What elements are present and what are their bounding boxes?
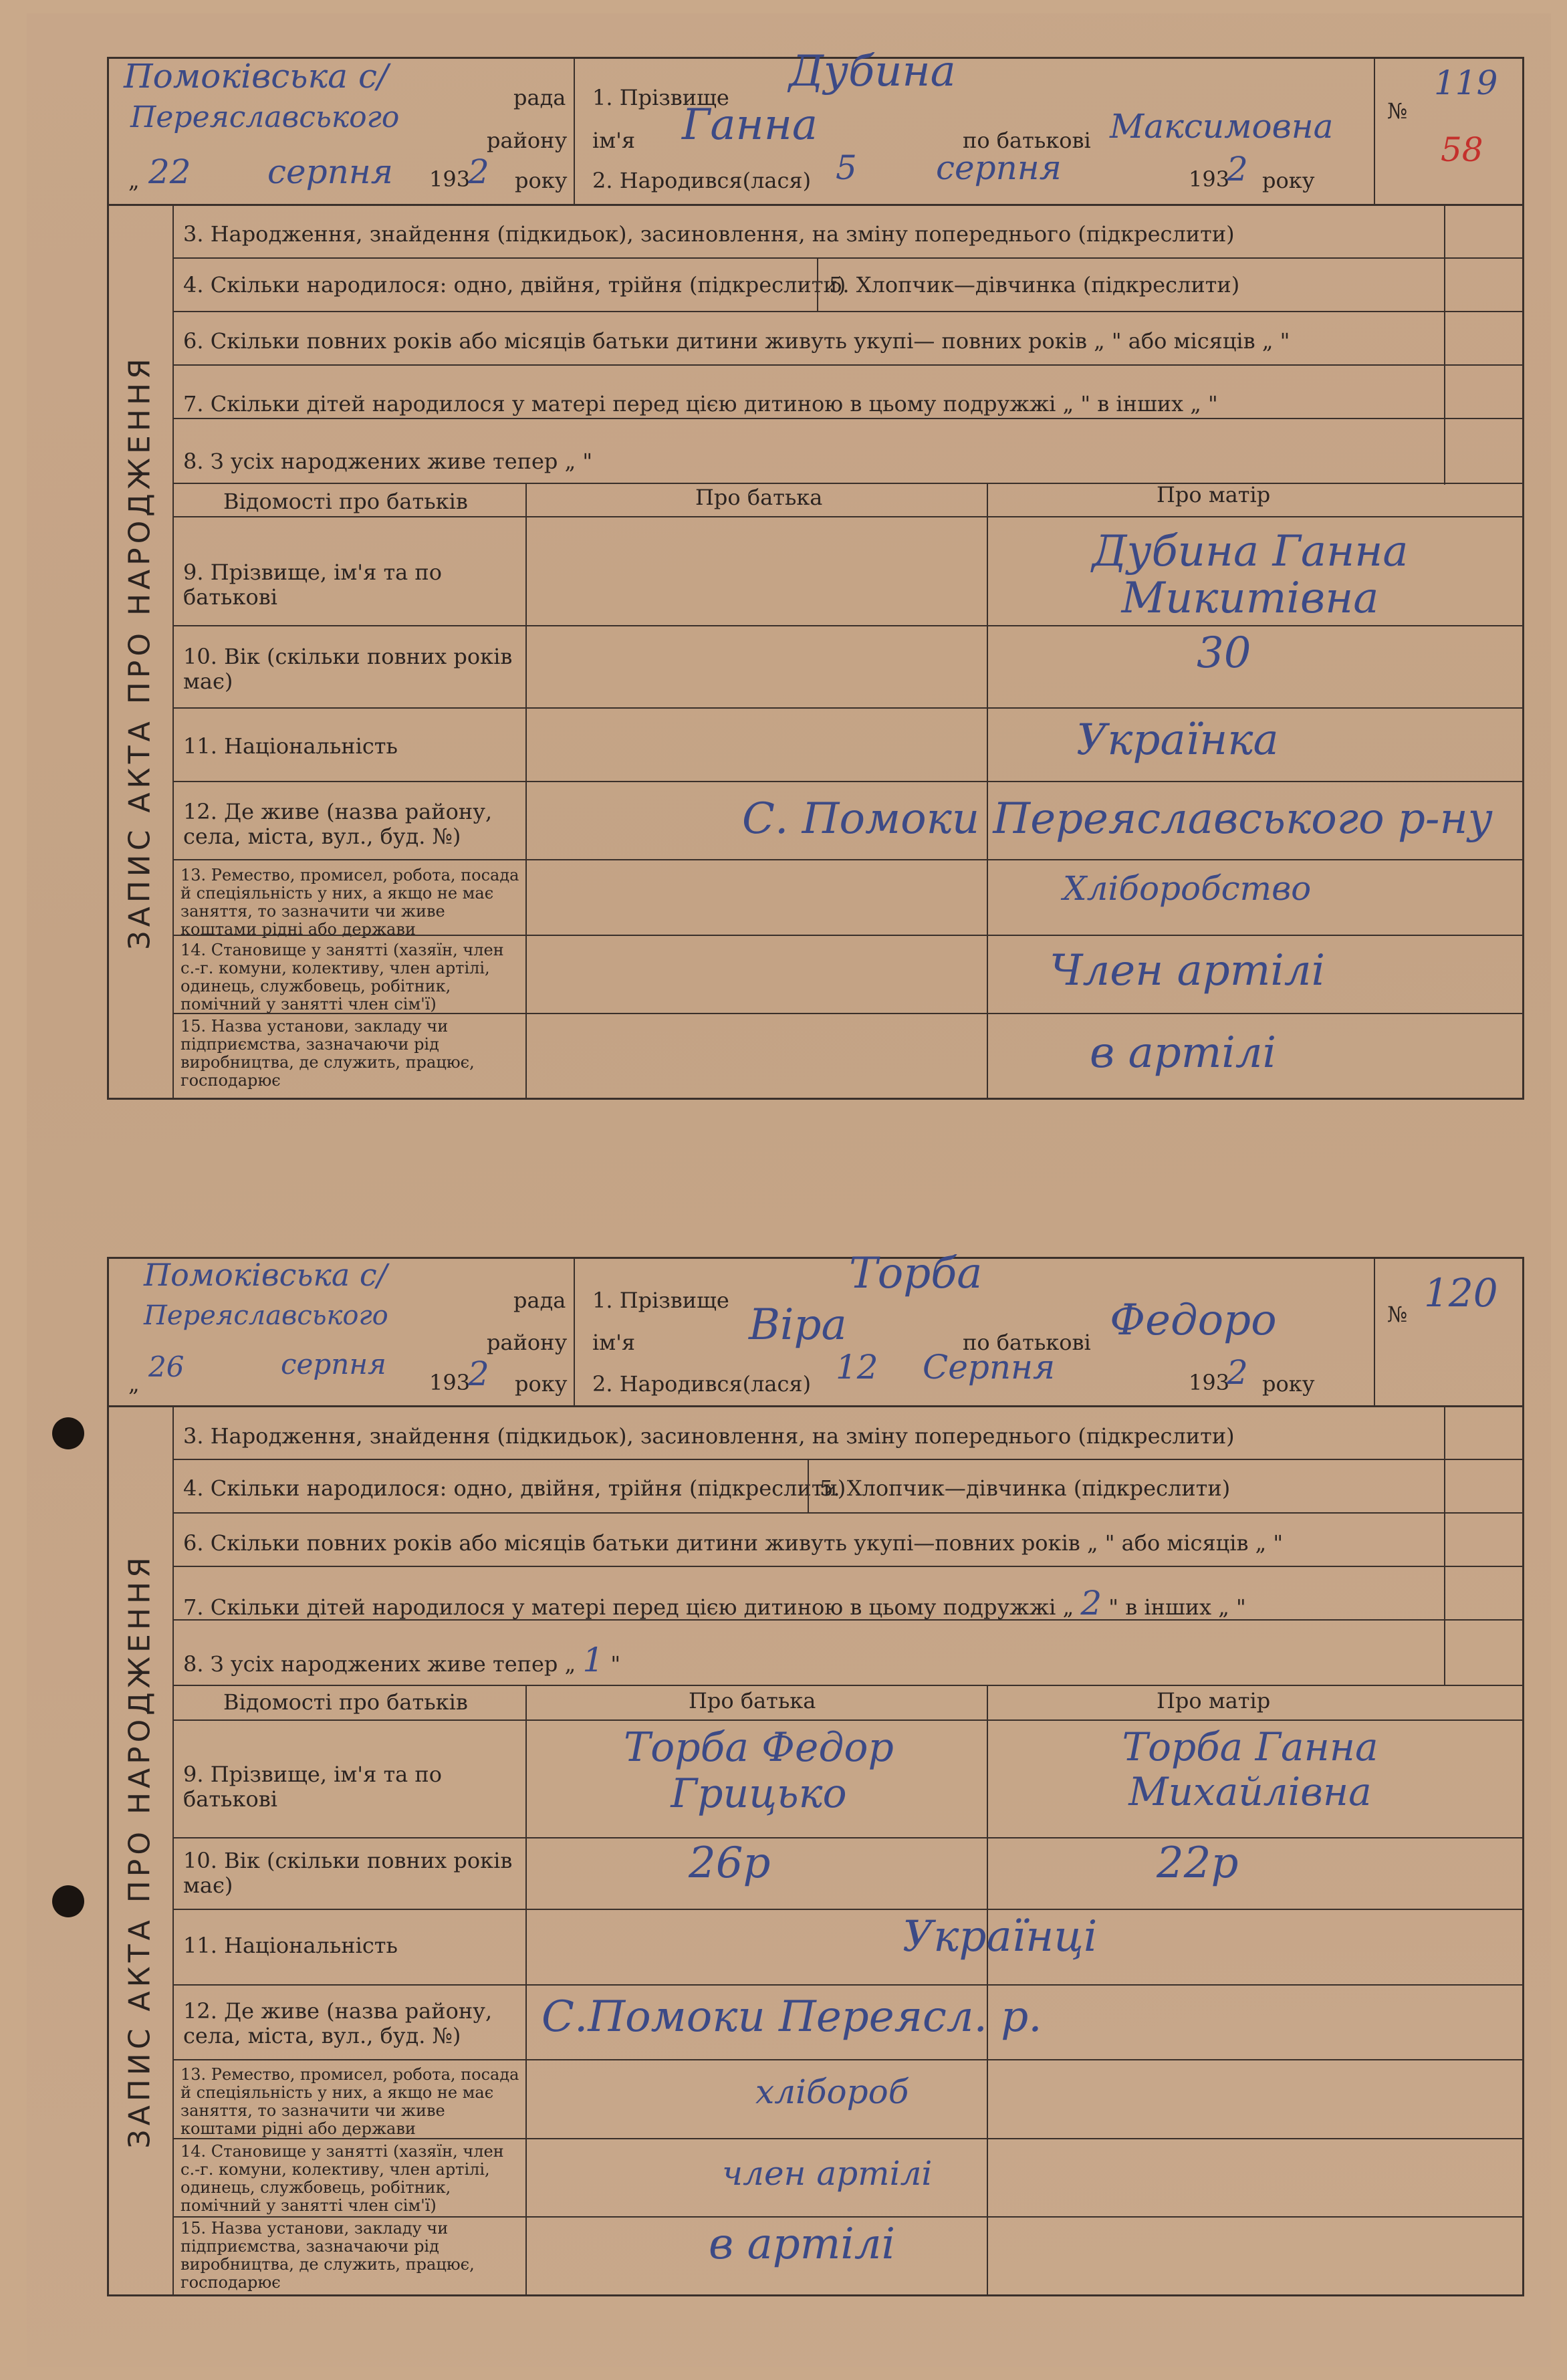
q8-text <box>183 439 592 477</box>
row13-label: 13. Ремество, промисел, робота, посада й спеціяльність у них, а якщо не має заняття, то зазначити чи живе коштами рідні або держави <box>180 2065 519 2138</box>
patronymic-handwritten: Федорo <box>1110 1296 1277 1345</box>
row15-label: 15. Назва установи, закладу чи підприємства, зазначаючи рід виробництва, де служить, працює, господарює <box>180 2219 475 2292</box>
row11-label: 11. Національність <box>183 733 398 759</box>
row13-mother: Хліборобство <box>1063 869 1312 908</box>
row12-label: 12. Де живе (назва району, села, міста, вул., буд. №) <box>183 1998 493 2048</box>
record-number-red: 58 <box>1441 130 1483 169</box>
father-header: Про батька <box>695 485 823 510</box>
row11-mother: Українка <box>1076 715 1279 765</box>
q7-label: 7. Скільки дітей народилося у матері перед цією дитиною в цьому подружжі „ <box>183 391 1074 416</box>
born-year-suffix: року <box>1262 1371 1315 1397</box>
row10-mother: 30 <box>1197 628 1251 678</box>
born-month-handwritten: серпня <box>936 148 1062 187</box>
patronymic-handwritten: Максимовна <box>1110 107 1334 146</box>
row11-father: Українці <box>902 1912 1098 1961</box>
side-title-text: ЗАПИС АКТА ПРО НАРОДЖЕННЯ <box>122 354 157 950</box>
q4-text: 4. Скільки народилося: одно, двійня, трійня (підкреслити) <box>183 272 846 298</box>
parents-header: Відомості про батьків <box>223 489 468 514</box>
row12-father: С.Помоки Переясл. р. <box>541 1992 1042 2042</box>
row15-father: в артілі <box>709 2220 896 2269</box>
q4-text: 4. Скільки народилося: одно, двійня, трійня (підкреслити) <box>183 1475 846 1501</box>
row13-father: хлібороб <box>755 2072 909 2111</box>
date-quote: „ <box>128 168 140 193</box>
council-label: рада <box>513 1288 566 1313</box>
row9-label: 9. Прізвище, ім'я та по батькові <box>183 560 442 610</box>
record-number-label: № <box>1387 98 1408 124</box>
surname-handwritten: Торба <box>849 1249 983 1298</box>
name-label: ім'я <box>592 128 636 153</box>
reg-month-handwritten: серпня <box>267 152 393 191</box>
q7-handwritten: 2 <box>1080 1584 1102 1623</box>
mother-header: Про матір <box>1157 482 1271 507</box>
q7-label: 7. Скільки дітей народилося у матері перед цією дитиною в цьому подружжі „ <box>183 1594 1074 1620</box>
row9-mother: Дубина Ганна Микитівна <box>1092 527 1409 624</box>
patronymic-label: по батькові <box>963 1330 1091 1355</box>
q7-text <box>183 1584 1246 1623</box>
row12-mother: С. Помоки Переяславського р-ну <box>742 794 1493 844</box>
district-handwritten: Переяславського <box>144 1300 388 1331</box>
reg-day-handwritten: 26 <box>148 1350 185 1383</box>
row10-father: 26р <box>689 1838 771 1888</box>
parents-header: Відомості про батьків <box>223 1689 468 1715</box>
q7-label-end: " в інших „ " <box>1080 391 1218 416</box>
council-handwritten: Помоківська с/ <box>124 57 388 96</box>
row10-label: 10. Вік (скільки повних років має) <box>183 1848 513 1898</box>
q3-text: 3. Народження, знайдення (підкидьок), засиновлення, на зміну попереднього (підкреслити) <box>183 221 1235 247</box>
q5-text: 5. Хлопчик—дівчинка (підкреслити) <box>829 272 1240 298</box>
reg-day-handwritten: 22 <box>148 152 191 191</box>
district-label: району <box>487 128 568 153</box>
patronymic-label: по батькові <box>963 128 1091 153</box>
side-title <box>107 204 174 1100</box>
reg-year-handwritten: 2 <box>468 152 489 191</box>
reg-year-prefix: 193 <box>429 166 471 192</box>
born-day-handwritten: 12 <box>836 1348 878 1387</box>
reg-year-handwritten: 2 <box>468 1354 489 1393</box>
q8-label: 8. З усіх народжених живе тепер „ <box>183 1651 576 1677</box>
row9-mother: Торба Ганна Михайлівна <box>1122 1724 1378 1814</box>
side-title-text: ЗАПИС АКТА ПРО НАРОДЖЕННЯ <box>122 1553 157 2149</box>
row9-father: Торба Федор Грицько <box>624 1724 894 1817</box>
q8-label-end: " <box>610 1651 621 1677</box>
reg-year-suffix: року <box>515 168 568 193</box>
q1-label: 1. Прізвище <box>592 85 729 110</box>
q6-text: 6. Скільки повних років або місяців батьки дитини живуть укупі— повних років „ " або місяців „ " <box>183 328 1290 354</box>
born-year-handwritten: 2 <box>1227 150 1248 189</box>
q8-handwritten: 1 <box>582 1641 604 1679</box>
born-year-suffix: року <box>1262 168 1315 193</box>
row14-mother: Член артілі <box>1050 946 1326 995</box>
born-year-prefix: 193 <box>1189 166 1230 192</box>
record-number-handwritten: 120 <box>1424 1270 1498 1316</box>
surname-handwritten: Дубина <box>789 47 956 96</box>
record-number-handwritten: 119 <box>1434 64 1498 102</box>
reg-year-prefix: 193 <box>429 1370 471 1395</box>
q8-text <box>183 1641 620 1680</box>
father-header: Про батька <box>689 1688 816 1713</box>
council-label: рада <box>513 85 566 110</box>
q6-text: 6. Скільки повних років або місяців батьки дитини живуть укупі—повних років „ " або місяців „ " <box>183 1530 1284 1556</box>
born-month-handwritten: Серпня <box>923 1348 1056 1387</box>
q2-label: 2. Народився(лася) <box>592 1371 812 1397</box>
mother-header: Про матір <box>1157 1688 1271 1713</box>
name-handwritten: Ганна <box>682 100 818 150</box>
name-label: ім'я <box>592 1330 636 1355</box>
record-number-label: № <box>1387 1302 1408 1327</box>
q8-label: 8. З усіх народжених живе тепер „ <box>183 449 576 474</box>
side-title <box>107 1405 174 2296</box>
row9-label: 9. Прізвище, ім'я та по батькові <box>183 1762 442 1812</box>
reg-month-handwritten: серпня <box>281 1348 386 1381</box>
born-year-handwritten: 2 <box>1227 1353 1248 1392</box>
q8-label-end: " <box>582 449 593 474</box>
council-handwritten: Помоківська с/ <box>144 1257 388 1293</box>
q7-text <box>183 381 1218 420</box>
q5-text: 5. Хлопчик—дівчинка (підкреслити) <box>820 1475 1231 1501</box>
reg-year-suffix: року <box>515 1371 568 1397</box>
row13-label: 13. Ремество, промисел, робота, посада й спеціяльність у них, а якщо не має заняття, то зазначити чи живе коштами рідні або держави <box>180 866 519 939</box>
date-quote: „ <box>128 1371 140 1397</box>
q2-label: 2. Народився(лася) <box>592 168 812 193</box>
district-handwritten: Переяславського <box>130 100 400 134</box>
row12-label: 12. Де живе (назва району, села, міста, вул., буд. №) <box>183 799 493 849</box>
row15-mother: в артілі <box>1090 1028 1277 1078</box>
born-year-prefix: 193 <box>1189 1370 1230 1395</box>
row14-father: член артілі <box>722 2154 933 2193</box>
q7-label-end: " в інших „ " <box>1108 1594 1246 1620</box>
q3-text: 3. Народження, знайдення (підкидьок), засиновлення, на зміну попереднього (підкреслити) <box>183 1423 1235 1449</box>
row14-label: 14. Становище у занятті (хазяїн, член с.-г. комуни, колективу, член артілі, одинець, службовець, робітник, помічний у занятті член сім'ї) <box>180 2142 504 2215</box>
district-label: району <box>487 1330 568 1355</box>
row15-label: 15. Назва установи, закладу чи підприємства, зазначаючи рід виробництва, де служить, працює, господарює <box>180 1017 475 1090</box>
punch-hole-bottom <box>52 1885 84 1917</box>
row10-label: 10. Вік (скільки повних років має) <box>183 644 513 694</box>
name-handwritten: Віра <box>749 1300 847 1350</box>
q1-label: 1. Прізвище <box>592 1288 729 1313</box>
born-day-handwritten: 5 <box>836 148 857 187</box>
row11-label: 11. Національність <box>183 1933 398 1958</box>
row14-label: 14. Становище у занятті (хазяїн, член с.-г. комуни, колективу, член артілі, одинець, службовець, робітник, помічний у занятті член сім'ї) <box>180 941 504 1014</box>
punch-hole-top <box>52 1417 84 1449</box>
row10-mother: 22р <box>1157 1838 1239 1888</box>
